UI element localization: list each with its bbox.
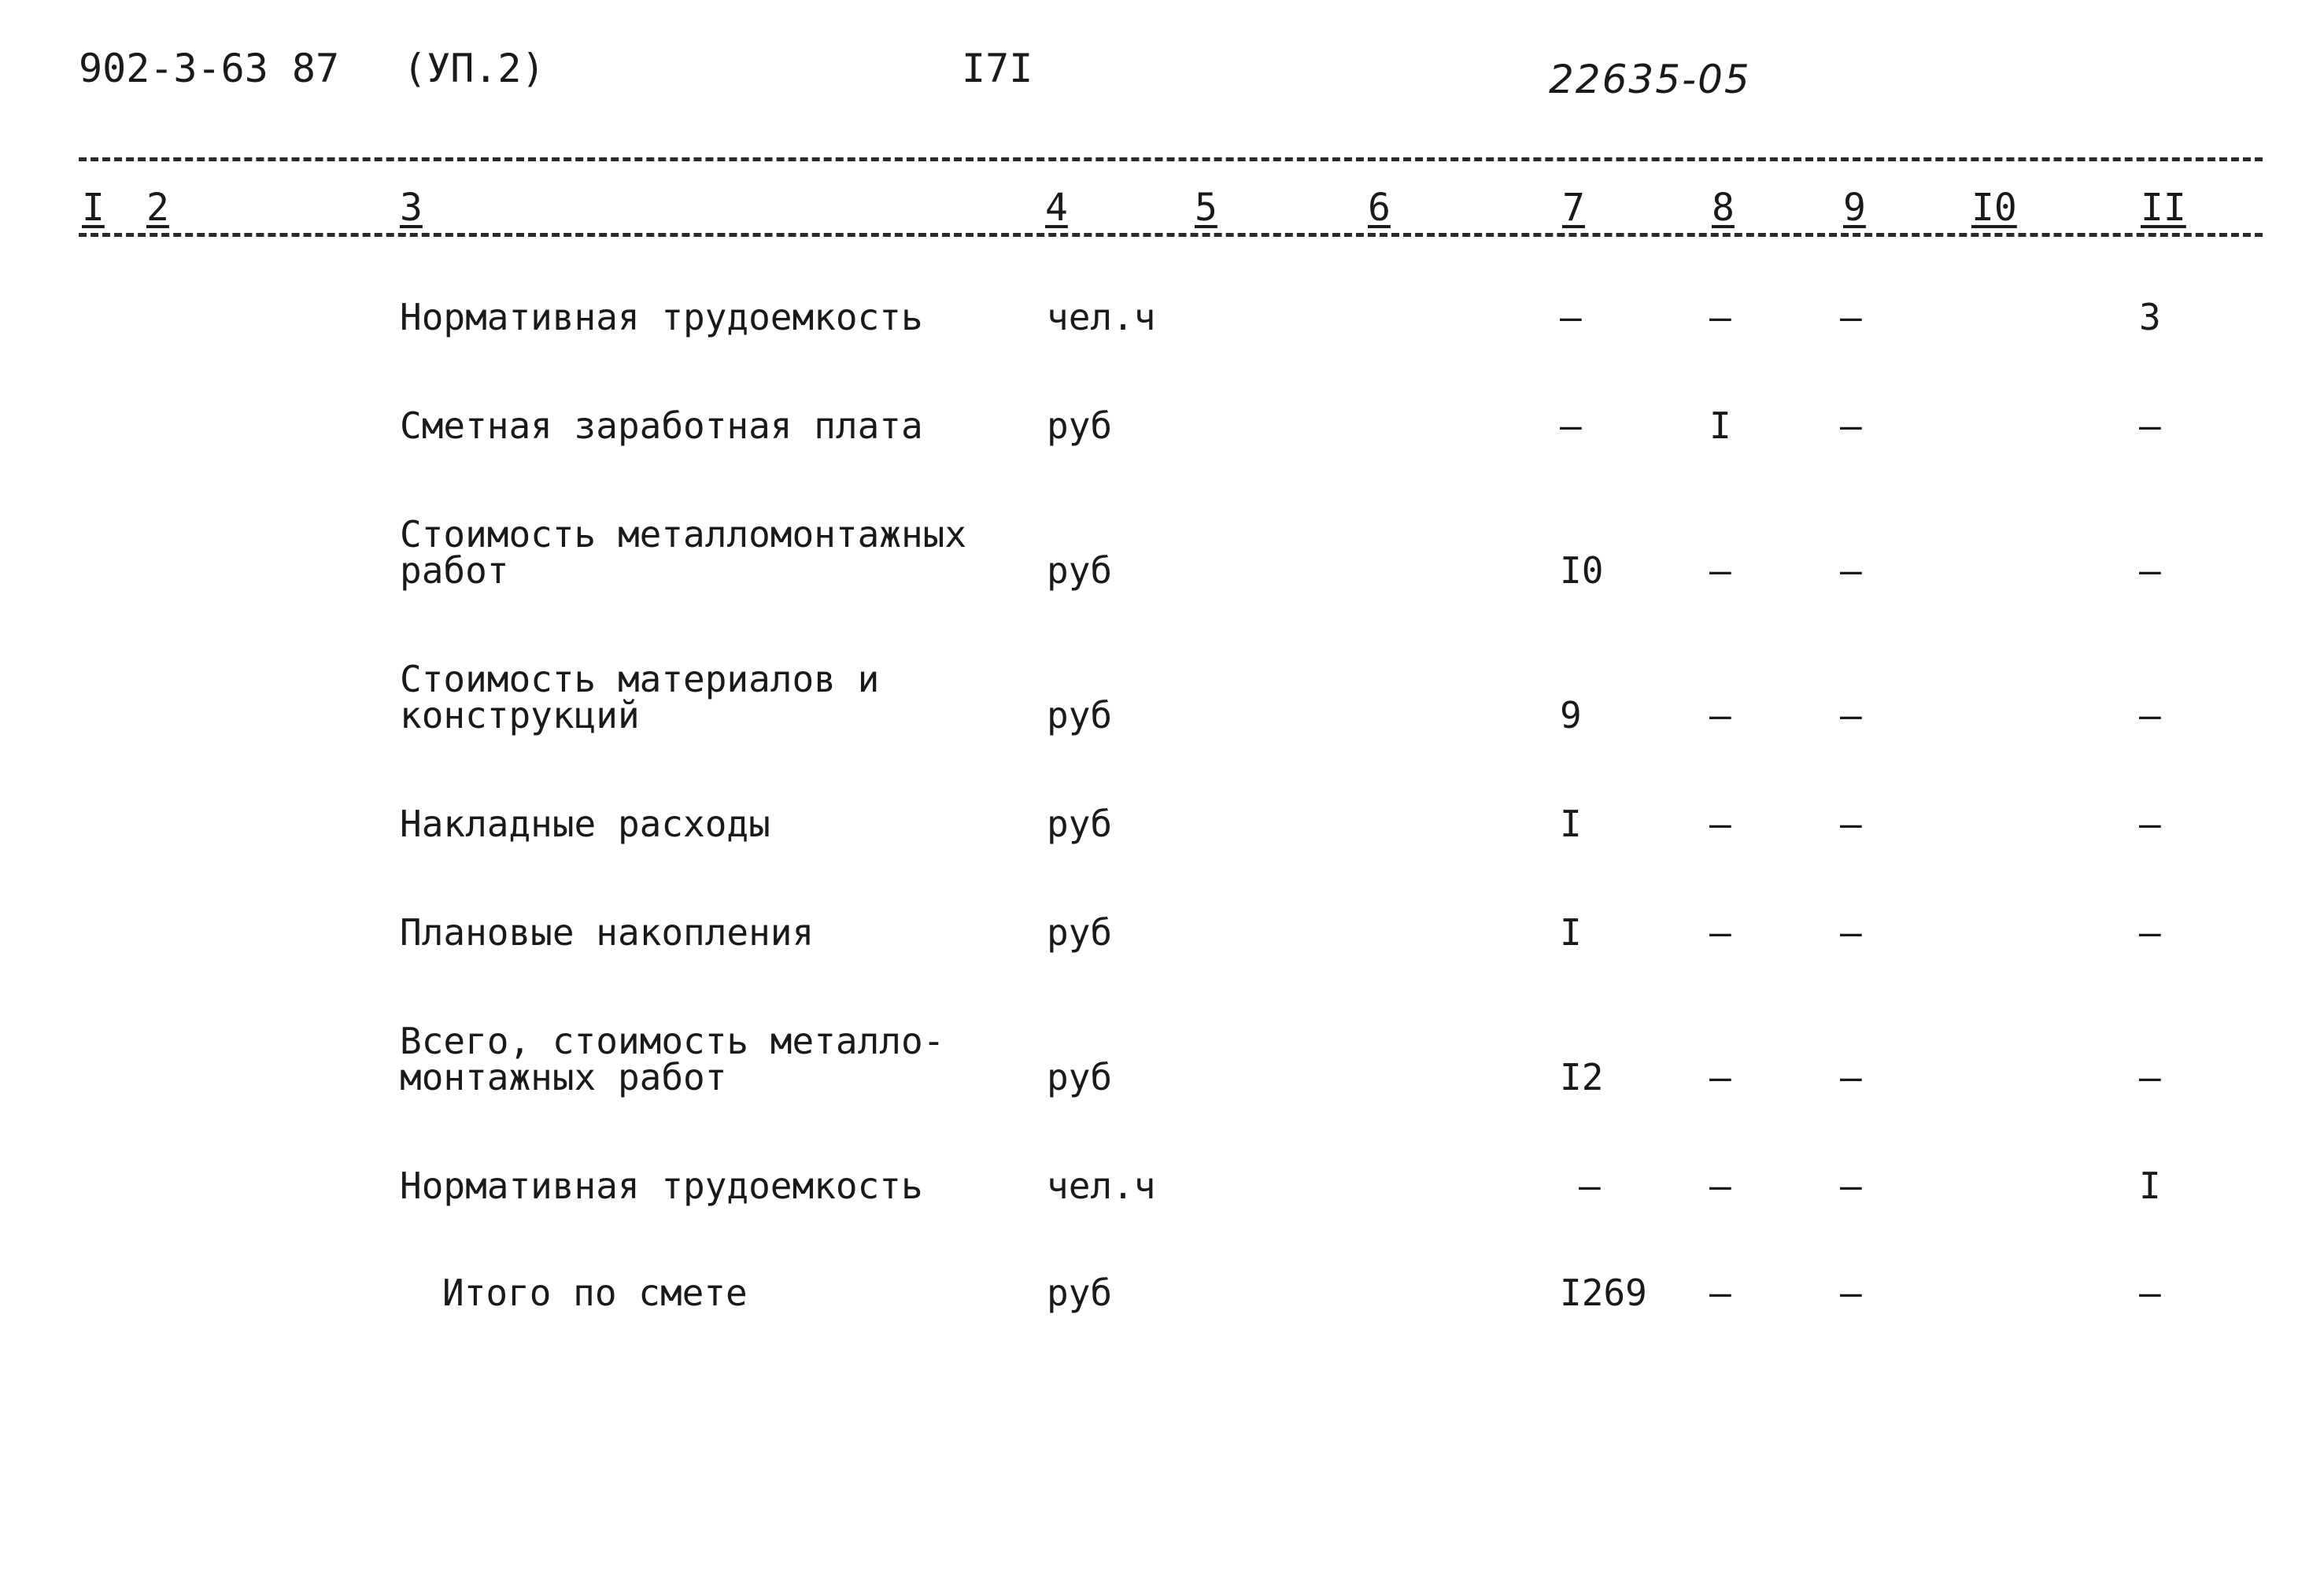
- row-9-col9: –: [1840, 1272, 1862, 1314]
- row-2-description: Сметная заработная плата: [400, 404, 923, 447]
- row-7-description-line-1: Всего, стоимость металло-: [400, 1020, 945, 1062]
- row-6-col9: –: [1840, 911, 1862, 954]
- row-2-col9: –: [1840, 404, 1862, 447]
- row-9-col8: –: [1709, 1272, 1731, 1314]
- row-7-description-line-2: монтажных работ: [400, 1056, 727, 1098]
- header-dashed-rule: [79, 233, 2263, 237]
- row-6-col8: –: [1709, 911, 1731, 954]
- row-6-col7: I: [1560, 911, 1582, 954]
- column-number-3: 3: [400, 186, 423, 230]
- row-5-col9: –: [1840, 803, 1862, 845]
- row-1-description: Нормативная трудоемкость: [400, 296, 923, 338]
- row-3-description-line-2: работ: [400, 549, 509, 592]
- row-2-col11: –: [2139, 404, 2161, 447]
- column-number-2: 2: [146, 186, 169, 230]
- row-1-col7: –: [1560, 296, 1582, 338]
- row-6-unit: руб: [1047, 911, 1113, 954]
- row-4-unit: руб: [1047, 694, 1113, 736]
- row-7-col7: I2: [1560, 1056, 1604, 1098]
- row-1-col8: –: [1709, 296, 1731, 338]
- row-1-unit: чел.ч: [1047, 296, 1156, 338]
- row-4-description-line-2: конструкций: [400, 694, 640, 736]
- row-9-description: Итого по смете: [442, 1272, 748, 1314]
- page-number: I7I: [962, 46, 1033, 91]
- row-4-col8: –: [1709, 694, 1731, 736]
- column-number-7: 7: [1562, 186, 1585, 230]
- row-5-description: Накладные расходы: [400, 803, 770, 845]
- row-3-col9: –: [1840, 549, 1862, 592]
- column-number-11: II: [2141, 186, 2186, 230]
- row-7-unit: руб: [1047, 1056, 1113, 1098]
- row-8-unit: чел.ч: [1047, 1165, 1156, 1207]
- row-2-col7: –: [1560, 404, 1582, 447]
- column-number-5: 5: [1195, 186, 1217, 230]
- column-number-10: I0: [1971, 186, 2017, 230]
- row-1-col11: 3: [2139, 296, 2161, 338]
- row-8-col8: –: [1709, 1165, 1731, 1207]
- row-8-description: Нормативная трудоемкость: [400, 1165, 923, 1207]
- row-9-unit: руб: [1047, 1272, 1113, 1314]
- row-3-col7: I0: [1560, 549, 1604, 592]
- row-4-description-line-1: Стоимость материалов и: [400, 658, 880, 700]
- row-4-col9: –: [1840, 694, 1862, 736]
- row-3-unit: руб: [1047, 549, 1113, 592]
- stamp-number: 22635-05: [1549, 57, 1751, 102]
- row-5-unit: руб: [1047, 803, 1113, 845]
- column-number-1: I: [82, 186, 105, 230]
- row-4-col7: 9: [1560, 694, 1582, 736]
- row-2-unit: руб: [1047, 404, 1113, 447]
- row-3-col11: –: [2139, 549, 2161, 592]
- row-5-col7: I: [1560, 803, 1582, 845]
- row-6-col11: –: [2139, 911, 2161, 954]
- row-3-description-line-1: Стоимость металломонтажных: [400, 513, 967, 556]
- row-5-col8: –: [1709, 803, 1731, 845]
- row-8-col9: –: [1840, 1165, 1862, 1207]
- column-number-9: 9: [1843, 186, 1866, 230]
- row-8-col11: I: [2139, 1165, 2161, 1207]
- row-9-col11: –: [2139, 1272, 2161, 1314]
- column-number-6: 6: [1368, 186, 1391, 230]
- row-5-col11: –: [2139, 803, 2161, 845]
- row-8-col7: –: [1579, 1165, 1601, 1207]
- row-4-col11: –: [2139, 694, 2161, 736]
- document-code: 902-3-63 87: [79, 46, 340, 91]
- row-9-col7: I269: [1560, 1272, 1647, 1314]
- column-number-8: 8: [1712, 186, 1735, 230]
- top-dashed-rule: [79, 157, 2263, 161]
- row-1-col9: –: [1840, 296, 1862, 338]
- column-number-4: 4: [1045, 186, 1068, 230]
- row-6-description: Плановые накопления: [400, 911, 815, 954]
- row-2-col8: I: [1709, 404, 1731, 447]
- row-7-col9: –: [1840, 1056, 1862, 1098]
- row-7-col8: –: [1709, 1056, 1731, 1098]
- row-7-col11: –: [2139, 1056, 2161, 1098]
- row-3-col8: –: [1709, 549, 1731, 592]
- album-number: (УП.2): [403, 46, 545, 91]
